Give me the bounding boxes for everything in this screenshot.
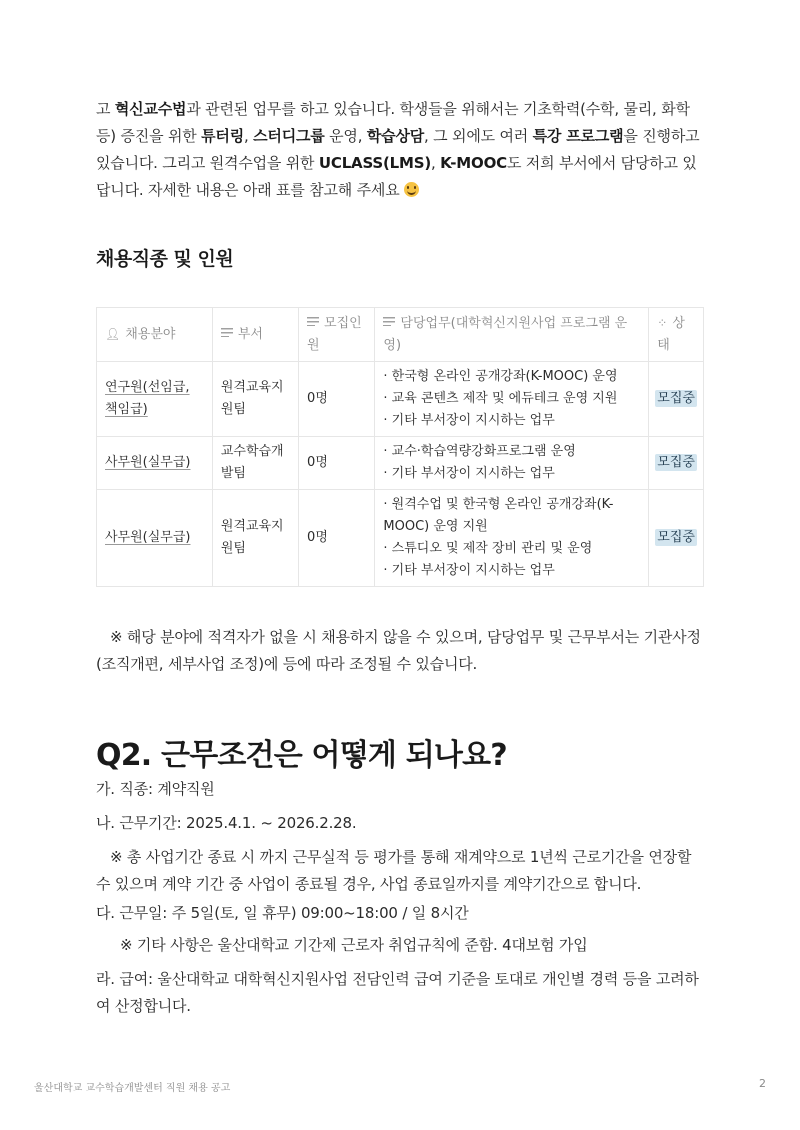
duties-cell	[375, 362, 649, 437]
status-badge: 모집중	[657, 391, 695, 406]
table-row	[97, 362, 704, 437]
field-link[interactable]: 연구원(선임급, 책임급)	[105, 380, 190, 417]
intro-bold: 혁신교수법	[114, 100, 187, 118]
text-lines-icon	[383, 317, 395, 326]
duty-item: · 교육 콘텐츠 제작 및 에듀테크 운영 지원	[383, 391, 618, 406]
dept-cell: 원격교육지원팀	[212, 362, 298, 437]
duty-item: · 한국형 온라인 공개강좌(K-MOOC) 운영	[383, 369, 618, 384]
intro-bold: UCLASS(LMS)	[318, 154, 431, 172]
intro-bold: 특강 프로그램	[532, 127, 624, 145]
duty-item: · 기타 부서장이 지시하는 업무	[383, 413, 555, 428]
field-cell	[97, 437, 213, 490]
table-row	[97, 490, 704, 587]
duty-item: · 기타 부서장이 지시하는 업무	[383, 563, 555, 578]
intro-text: 도 저희 부서에서 담당하고 있답니다. 자세한 내용은 아래 표를 참고해 주세요	[96, 154, 697, 199]
header-label: 채용분야	[125, 327, 176, 342]
q2-heading: Q2. 근무조건은 어떻게 되나요?	[96, 738, 507, 773]
intro-text: 고	[96, 100, 115, 118]
field-link[interactable]: 사무원(실무급)	[105, 530, 191, 545]
header-label: 부서	[237, 326, 263, 342]
dept-cell: 교수학습개발팀	[212, 437, 298, 490]
field-link[interactable]: 사무원(실무급)	[105, 455, 191, 470]
table-row	[97, 437, 704, 490]
duty-item: · 기타 부서장이 지시하는 업무	[383, 466, 555, 481]
condition-period: 나. 근무기간: 2025.4.1. ~ 2026.2.28.	[96, 814, 357, 832]
header-count	[299, 308, 375, 362]
duties-cell	[375, 437, 649, 490]
header-label: 상태	[657, 316, 685, 353]
status-cell	[649, 362, 704, 437]
condition-other-note: ※ 기타 사항은 울산대학교 기간제 근로자 취업규칙에 준함. 4대보험 가입	[120, 936, 588, 954]
intro-paragraph	[96, 96, 704, 204]
field-cell	[97, 362, 213, 437]
header-dept	[212, 308, 298, 362]
header-label: 담당업무(대학혁신지원사업 프로그램 운영)	[383, 315, 628, 353]
page-number: 2	[759, 1077, 766, 1090]
header-status	[649, 308, 704, 362]
text-lines-icon	[221, 328, 233, 337]
footer-title: 울산대학교 교수학습개발센터 직원 채용 공고	[34, 1083, 231, 1094]
intro-bold: 학습상담	[366, 127, 425, 145]
status-cell	[649, 490, 704, 587]
person-icon: 👤︎	[105, 327, 121, 341]
intro-text: 운영,	[324, 127, 367, 145]
intro-text: ,	[243, 127, 254, 145]
intro-bold: K-MOOC	[440, 154, 507, 172]
intro-text: 과 관련된 업무를 하고 있습니다. 학생들을 위해서는 기초학력(수학, 물리, 화학 등) 증진을 위한	[96, 100, 690, 145]
intro-text: 을 진행하고 있습니다. 그리고 원격수업을 위한	[96, 127, 700, 172]
condition-period-note: ※ 총 사업기간 종료 시 까지 근무실적 등 평가를 통해 재계약으로 1년씩 근로기간을 연장할 수 있으며 계약 기간 중 사업이 종료될 경우, 사업 종료일까지를 계약기간으로 합니다.	[96, 848, 692, 893]
status-badge: 모집중	[657, 455, 695, 470]
intro-bold: 튜터링	[201, 127, 244, 145]
recruitment-table	[96, 307, 704, 587]
duty-item: · 원격수업 및 한국형 온라인 공개강좌(K-MOOC) 운영 지원	[383, 497, 614, 534]
loading-status-icon: ⁘	[657, 316, 668, 330]
status-badge: 모집중	[657, 530, 695, 545]
smiling-face-icon	[404, 182, 419, 197]
count-cell: 0명	[299, 437, 375, 490]
header-label: 모집인원	[307, 315, 362, 353]
status-cell	[649, 437, 704, 490]
condition-salary: 라. 급여: 울산대학교 대학혁신지원사업 전담인력 급여 기준을 토대로 개인별 경력 등을 고려하여 산정합니다.	[96, 970, 699, 1015]
text-lines-icon	[307, 317, 319, 326]
duty-item: · 교수·학습역량강화프로그램 운영	[383, 444, 576, 459]
duties-cell	[375, 490, 649, 587]
dept-cell: 원격교육지원팀	[212, 490, 298, 587]
section-title: 채용직종 및 인원	[96, 248, 234, 270]
condition-job-type: 가. 직종: 계약직원	[96, 780, 215, 798]
condition-workdays: 다. 근무일: 주 5일(토, 일 휴무) 09:00~18:00 / 일 8시간	[96, 904, 469, 922]
recruitment-note: ※ 해당 분야에 적격자가 없을 시 채용하지 않을 수 있으며, 담당업무 및 근무부서는 기관사정(조직개편, 세부사업 조정)에 등에 따라 조정될 수 있습니다.	[96, 628, 701, 673]
duty-item: · 스튜디오 및 제작 장비 관리 및 운영	[383, 541, 593, 556]
table-header-row	[97, 308, 704, 362]
count-cell: 0명	[299, 490, 375, 587]
intro-text: ,	[431, 154, 441, 172]
field-cell	[97, 490, 213, 587]
count-cell: 0명	[299, 362, 375, 437]
header-field	[97, 308, 213, 362]
intro-bold: 스터디그룹	[253, 127, 325, 145]
intro-text: , 그 외에도 여러	[424, 127, 533, 145]
header-duties	[375, 308, 649, 362]
